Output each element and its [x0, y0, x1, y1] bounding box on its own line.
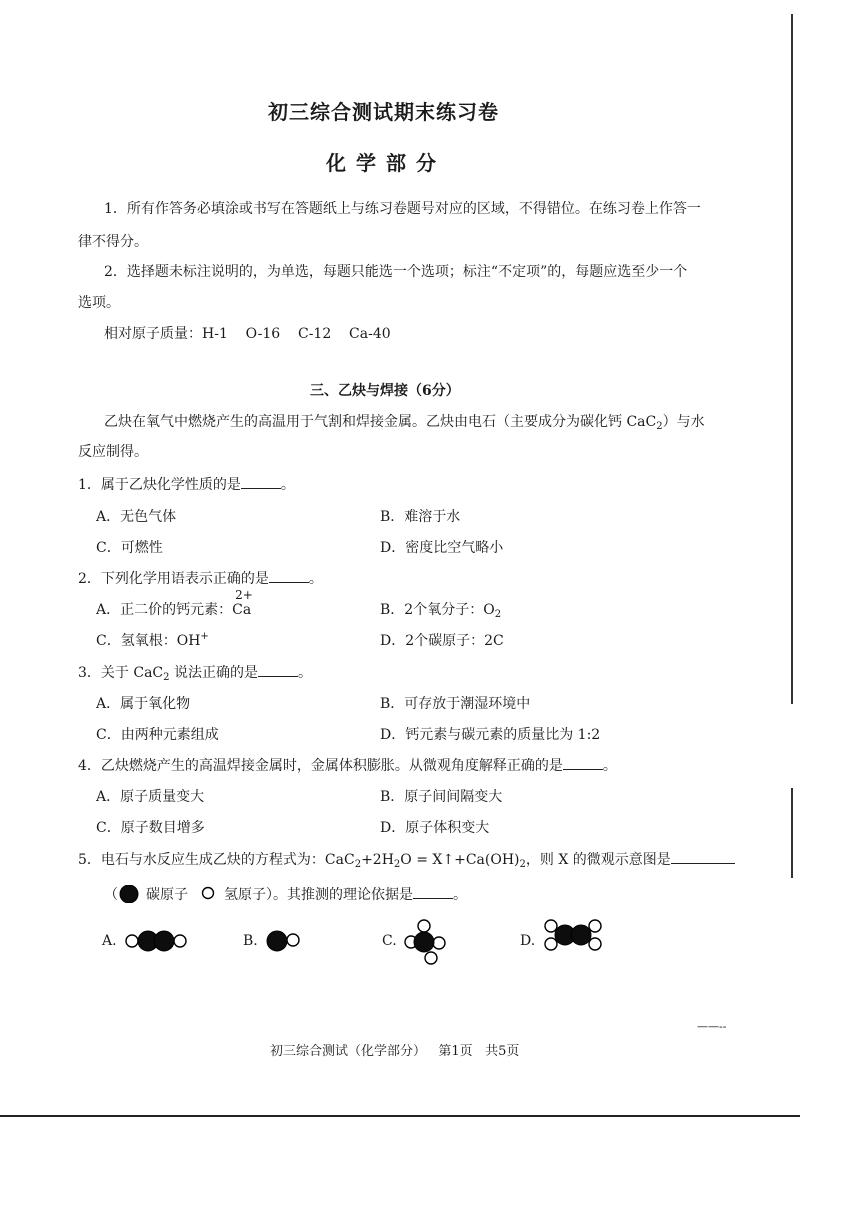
hydrogen-atom-d4: [589, 938, 601, 950]
question-4-end: 。: [602, 758, 617, 774]
carbon-atom-a2: [154, 931, 174, 951]
page-footer: 初三综合测试（化学部分） 第1页 共5页: [270, 1044, 520, 1059]
question-1-option-a: A．无色气体: [96, 509, 177, 525]
question-1-option-b: B．难溶于水: [380, 509, 461, 525]
scan-edge-line-right-lower: [791, 788, 793, 878]
section-intro-line-1: [104, 411, 705, 432]
question-1-option-d: D．密度比空气略小: [380, 540, 504, 556]
instruction-2-line-1: 2．选择题未标注说明的，为单选，每题只能选一个选项；标注“不定项”的，每题应选至少一个: [104, 264, 688, 280]
section-heading: 三、乙炔与焊接（6分）: [310, 383, 460, 399]
question-3-end: 。: [297, 665, 312, 681]
question-1-option-c: C．可燃性: [96, 540, 163, 556]
hydrogen-atom-c1: [418, 920, 430, 932]
question-5-theory-blank[interactable]: [413, 886, 453, 899]
question-4-text: 4．乙炔燃烧产生的高温焊接金属时，金属体积膨胀。从微观角度解释正确的是: [78, 758, 563, 774]
question-2-stem: [78, 568, 323, 588]
carbon-atom-d2: [571, 925, 591, 945]
carbon-atom-legend-icon: [118, 885, 140, 903]
question-5-stem: [78, 849, 735, 870]
question-5-end: 。: [453, 887, 467, 903]
question-4-stem: [78, 755, 617, 775]
question-2-option-c-sup: +: [200, 631, 209, 642]
question-2-option-b-label: B．2个氧分子：O: [380, 602, 495, 618]
section-intro-text-a: 乙炔在氧气中燃烧产生的高温用于气割和焊接金属。乙炔由电石（主要成分为碳化钙 CaC: [104, 414, 657, 430]
question-2-option-a: [96, 588, 254, 619]
instruction-2-line-2: 选项。: [78, 295, 120, 311]
scan-edge-line-right: [791, 14, 793, 704]
question-5-text-a: 5．电石与水反应生成乙炔的方程式为：CaC: [78, 852, 355, 868]
question-1-end: 。: [280, 477, 295, 493]
hydrogen-atom-c4: [425, 952, 437, 964]
question-2-answer-blank[interactable]: [269, 570, 309, 583]
question-2-option-b-sub: 2: [494, 609, 502, 620]
question-5-option-a-label: A.: [102, 933, 117, 949]
question-5-sub-1: 2: [354, 859, 362, 870]
question-5-legend: [104, 884, 467, 904]
question-2-option-c-label: C．氢氧根：OH: [96, 633, 201, 649]
hydrogen-atom-c3: [433, 937, 445, 949]
question-5-text-b: +2H: [361, 852, 394, 868]
question-4-option-c: C．原子数目增多: [96, 820, 205, 836]
question-5-sub-2: 2: [393, 859, 401, 870]
question-3-option-a: A．属于氧化物: [96, 696, 191, 712]
question-2-option-d: D．2个碳原子：2C: [380, 633, 504, 649]
footer-side-mark: ——--: [697, 1020, 727, 1033]
hydrogen-atom-legend-icon: [200, 885, 220, 901]
question-2-option-b: [380, 599, 501, 620]
section-intro-sub: 2: [656, 421, 663, 432]
molecule-option-a[interactable]: [124, 926, 194, 956]
hydrogen-atom-d1: [545, 920, 557, 932]
question-1-stem: [78, 474, 295, 494]
molecule-option-d[interactable]: [541, 917, 607, 957]
question-2-element-symbol: Ca: [232, 602, 252, 618]
question-5-option-c-label: C.: [382, 933, 397, 949]
question-5-option-b-label: B.: [243, 933, 258, 949]
hydrogen-atom-d2: [545, 938, 557, 950]
question-3-answer-blank[interactable]: [258, 664, 298, 677]
question-3-sub: 2: [163, 672, 170, 683]
question-5-answer-blank[interactable]: [671, 851, 735, 864]
hydrogen-atom-a1: [126, 935, 138, 947]
question-5-text-d: ，则 X 的微观示意图是: [525, 852, 671, 868]
hydrogen-atom-a2: [174, 935, 186, 947]
question-2-option-a-label: A．正二价的钙元素：: [96, 602, 233, 618]
question-3-stem: [78, 662, 312, 683]
molecule-option-c[interactable]: [402, 917, 452, 967]
question-5-text-c: O = X↑+Ca(OH): [400, 852, 520, 868]
page-title: 初三综合测试期末练习卷: [268, 100, 499, 124]
carbon-atom-c1: [414, 932, 434, 952]
question-5-option-d-label: D.: [520, 933, 536, 949]
question-2-charge-sup: 2+: [235, 588, 253, 602]
molecule-option-b[interactable]: [264, 926, 304, 956]
legend-hydrogen-label: 氢原子）。其推测的理论依据是: [224, 887, 413, 903]
question-4-answer-blank[interactable]: [563, 757, 603, 770]
page-subtitle: 化学部分: [326, 151, 446, 175]
question-1-answer-blank[interactable]: [241, 476, 281, 489]
page-bottom-border: [0, 1115, 800, 1117]
question-2-option-c: [96, 630, 209, 650]
question-2-end: 。: [308, 571, 323, 587]
question-3-option-b: B．可存放于潮湿环境中: [380, 696, 531, 712]
question-2-text: 2．下列化学用语表示正确的是: [78, 571, 269, 587]
carbon-atom-b1: [267, 931, 287, 951]
question-3-option-d: D．钙元素与碳元素的质量比为 1:2: [380, 727, 601, 743]
question-4-option-b: B．原子间间隔变大: [380, 789, 503, 805]
hydrogen-atom-b1: [287, 934, 299, 946]
question-3-text-a: 3．关于 CaC: [78, 665, 164, 681]
atomic-mass-line: 相对原子质量：H-1 O-16 C-12 Ca-40: [104, 326, 391, 342]
question-3-text-b: 说法正确的是: [169, 665, 258, 681]
instruction-1-line-1: 1．所有作答务必填涂或书写在答题纸上与练习卷题号对应的区域，不得错位。在练习卷上作答一: [104, 201, 701, 217]
question-2-option-a-symbol: [232, 588, 254, 618]
question-3-option-c: C．由两种元素组成: [96, 727, 219, 743]
question-5-sub-3: 2: [519, 859, 526, 870]
question-1-text: 1．属于乙炔化学性质的是: [78, 477, 241, 493]
instruction-1-line-2: 律不得分。: [78, 234, 148, 250]
question-4-option-d: D．原子体积变大: [380, 820, 490, 836]
hydrogen-atom-d3: [589, 920, 601, 932]
legend-carbon-label: 碳原子: [146, 887, 188, 903]
section-intro-text-b: ）与水: [662, 414, 705, 430]
legend-open-paren: （: [104, 887, 118, 903]
section-intro-line-2: 反应制得。: [78, 444, 148, 460]
question-4-option-a: A．原子质量变大: [96, 789, 205, 805]
